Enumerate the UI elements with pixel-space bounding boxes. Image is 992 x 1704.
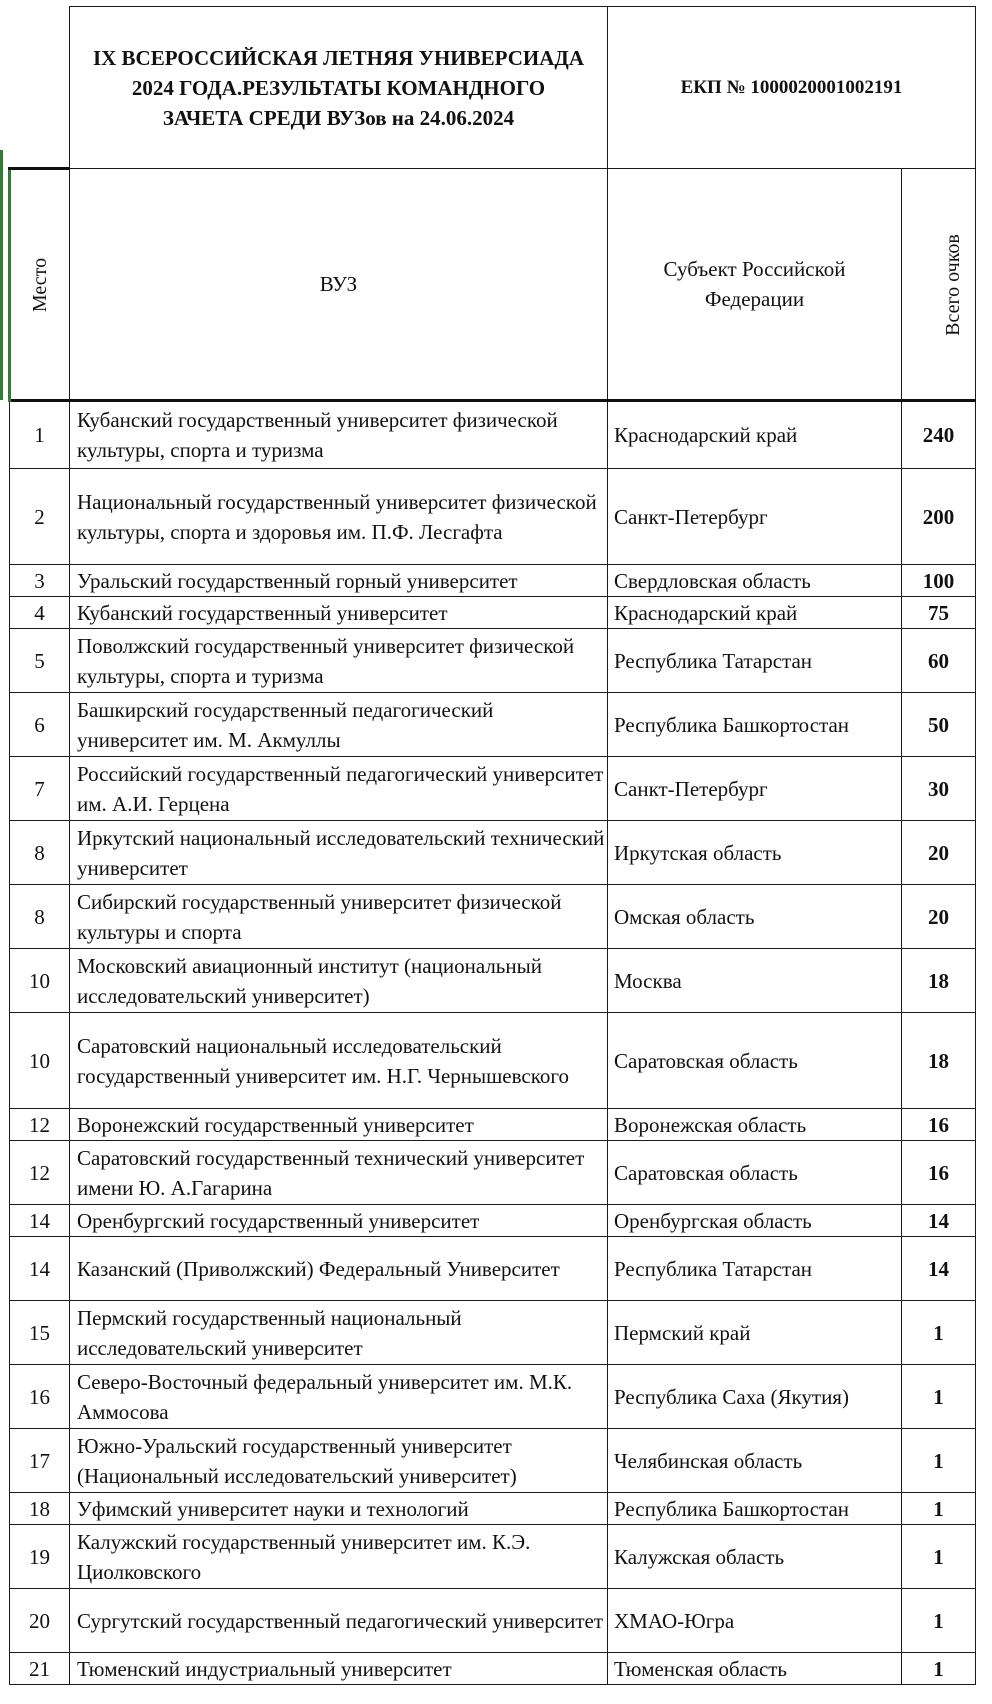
region-cell: Саратовская область [608,1141,902,1205]
region-cell: Саратовская область [608,1013,902,1109]
region-cell: Оренбургская область [608,1205,902,1237]
university-cell: Тюменский индустриальный университет [70,1653,608,1685]
table-row [10,1141,976,1205]
region-cell: Санкт-Петербург [608,469,902,565]
place-cell: 8 [10,885,70,949]
points-cell: 18 [902,1013,976,1109]
region-cell: Республика Башкортостан [608,693,902,757]
region-cell: Республика Башкортостан [608,1493,902,1525]
place-cell: 10 [10,1013,70,1109]
place-cell: 1 [10,401,70,469]
place-cell: 16 [10,1365,70,1429]
table-row [10,1365,976,1429]
table-row [10,1109,976,1141]
university-cell: Российский государственный педагогический университет им. А.И. Герцена [70,757,608,821]
region-cell: Республика Татарстан [608,629,902,693]
region-cell: Иркутская область [608,821,902,885]
university-cell: Саратовский государственный технический университет имени Ю. А.Гагарина [70,1141,608,1205]
table-row [10,401,976,469]
points-cell: 1 [902,1525,976,1589]
university-cell: Сибирский государственный университет физической культуры и спорта [70,885,608,949]
table-row [10,1013,976,1109]
region-cell: Санкт-Петербург [608,757,902,821]
place-cell: 7 [10,757,70,821]
region-cell: Пермский край [608,1301,902,1365]
university-cell: Поволжский государственный университет физической культуры, спорта и туризма [70,629,608,693]
university-cell: Воронежский государственный университет [70,1109,608,1141]
university-cell: Кубанский государственный университет физической культуры, спорта и туризма [70,401,608,469]
table-row [10,1429,976,1493]
region-cell: Республика Саха (Якутия) [608,1365,902,1429]
university-cell: Кубанский государственный университет [70,597,608,629]
place-cell: 14 [10,1205,70,1237]
table-row [10,597,976,629]
place-cell: 8 [10,821,70,885]
university-cell: Пермский государственный национальный исследовательский университет [70,1301,608,1365]
place-cell: 18 [10,1493,70,1525]
place-cell: 12 [10,1109,70,1141]
table-row [10,629,976,693]
place-cell: 21 [10,1653,70,1685]
points-cell: 200 [902,469,976,565]
points-cell: 20 [902,885,976,949]
region-cell: Воронежская область [608,1109,902,1141]
table-row [10,821,976,885]
region-cell: Омская область [608,885,902,949]
header-university: ВУЗ [70,169,608,401]
region-cell: ХМАО-Югра [608,1589,902,1653]
points-cell: 18 [902,949,976,1013]
place-cell: 20 [10,1589,70,1653]
region-cell: Республика Татарстан [608,1237,902,1301]
title-row [10,7,976,169]
points-cell: 75 [902,597,976,629]
region-cell: Тюменская область [608,1653,902,1685]
header-points [902,169,976,401]
points-cell: 240 [902,401,976,469]
table-row [10,693,976,757]
place-cell: 12 [10,1141,70,1205]
points-cell: 50 [902,693,976,757]
table-row [10,565,976,597]
place-cell: 4 [10,597,70,629]
table-row [10,1205,976,1237]
university-cell: Иркутский национальный исследовательский технический университет [70,821,608,885]
points-cell: 16 [902,1109,976,1141]
points-cell: 14 [902,1237,976,1301]
results-body [10,401,976,1685]
place-cell: 5 [10,629,70,693]
header-row [10,169,976,401]
place-cell: 10 [10,949,70,1013]
university-cell: Национальный государственный университет физической культуры, спорта и здоровья им. П.Ф. Лесгафта [70,469,608,565]
points-cell: 1 [902,1429,976,1493]
university-cell: Калужский государственный университет им. К.Э. Циолковского [70,1525,608,1589]
header-place-label: Место [29,257,51,313]
points-cell: 1 [902,1493,976,1525]
university-cell: Сургутский государственный педагогический университет [70,1589,608,1653]
table-row [10,757,976,821]
points-cell: 16 [902,1141,976,1205]
selection-edge [0,150,3,400]
university-cell: Московский авиационный институт (национальный исследовательский университет) [70,949,608,1013]
table-row [10,1301,976,1365]
university-cell: Башкирский государственный педагогический университет им. М. Акмуллы [70,693,608,757]
region-cell: Свердловская область [608,565,902,597]
table-row [10,469,976,565]
place-cell: 14 [10,1237,70,1301]
header-place [10,169,70,401]
table-row [10,949,976,1013]
ekp-number: ЕКП № 1000020001002191 [608,7,976,169]
points-cell: 1 [902,1301,976,1365]
region-cell: Краснодарский край [608,401,902,469]
blank-corner-cell [10,7,70,169]
region-cell: Челябинская область [608,1429,902,1493]
place-cell: 17 [10,1429,70,1493]
place-cell: 2 [10,469,70,565]
place-cell: 6 [10,693,70,757]
university-cell: Уральский государственный горный университет [70,565,608,597]
header-points-label: Всего очков [941,233,964,336]
points-cell: 30 [902,757,976,821]
points-cell: 60 [902,629,976,693]
points-cell: 20 [902,821,976,885]
university-cell: Оренбургский государственный университет [70,1205,608,1237]
header-region: Субъект Российской Федерации [608,169,902,401]
table-row [10,1589,976,1653]
table-row [10,1525,976,1589]
region-cell: Краснодарский край [608,597,902,629]
place-cell: 3 [10,565,70,597]
place-cell: 19 [10,1525,70,1589]
university-cell: Саратовский национальный исследовательский государственный университет им. Н.Г. Чернышевского [70,1013,608,1109]
university-cell: Казанский (Приволжский) Федеральный Университет [70,1237,608,1301]
points-cell: 1 [902,1653,976,1685]
place-cell: 15 [10,1301,70,1365]
points-cell: 100 [902,565,976,597]
results-table [8,6,976,1685]
points-cell: 14 [902,1205,976,1237]
table-row [10,1237,976,1301]
university-cell: Южно-Уральский государственный университет (Национальный исследовательский университет) [70,1429,608,1493]
table-row [10,1493,976,1525]
points-cell: 1 [902,1365,976,1429]
table-row [10,885,976,949]
table-row [10,1653,976,1685]
document-title: IX ВСЕРОССИЙСКАЯ ЛЕТНЯЯ УНИВЕРСИАДА 2024 ГОДА.РЕЗУЛЬТАТЫ КОМАНДНОГО ЗАЧЕТА СРЕДИ ВУЗов на 24.06.2024 [70,7,608,169]
region-cell: Калужская область [608,1525,902,1589]
university-cell: Уфимский университет науки и технологий [70,1493,608,1525]
university-cell: Северо-Восточный федеральный университет им. М.К. Аммосова [70,1365,608,1429]
points-cell: 1 [902,1589,976,1653]
region-cell: Москва [608,949,902,1013]
